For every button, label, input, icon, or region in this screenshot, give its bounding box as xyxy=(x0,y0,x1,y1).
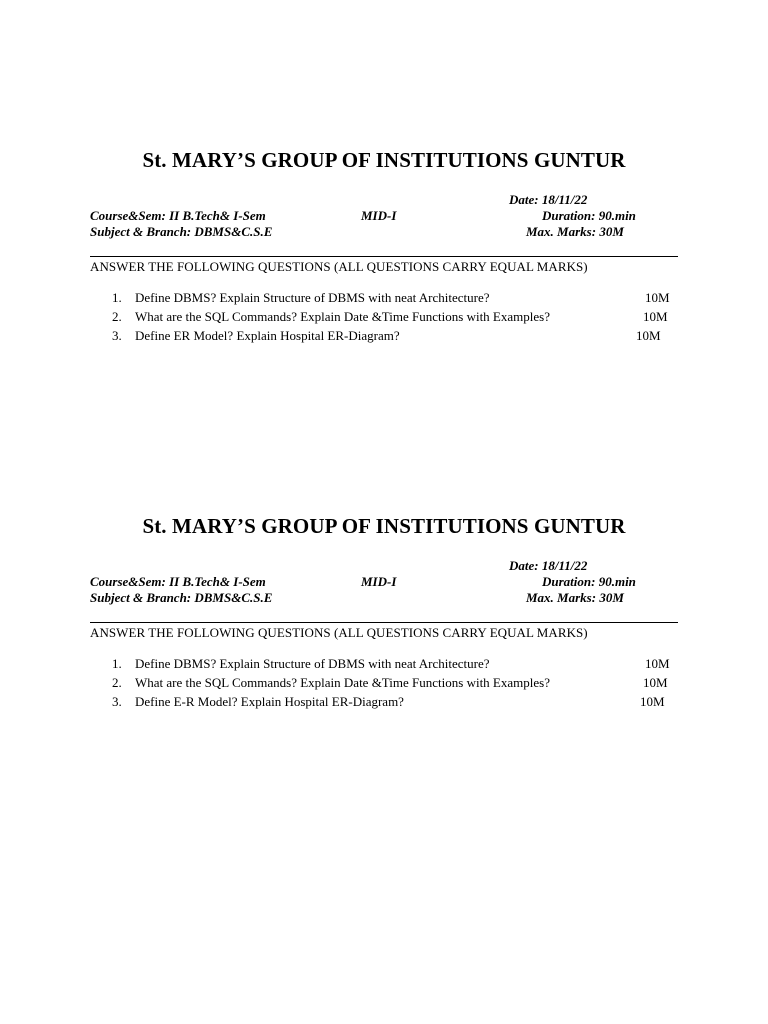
question-marks: 10M xyxy=(636,328,661,343)
course-semester: Course&Sem: II B.Tech& I-Sem xyxy=(90,574,266,589)
question-number: 1. xyxy=(112,290,122,305)
subject-branch: Subject & Branch: DBMS&C.S.E xyxy=(90,224,273,239)
institution-title: St. MARY’S GROUP OF INSTITUTIONS GUNTUR xyxy=(142,148,626,172)
subject-branch: Subject & Branch: DBMS&C.S.E xyxy=(90,590,273,605)
question-marks: 10M xyxy=(640,694,665,709)
question-text: What are the SQL Commands? Explain Date &Time Functions with Examples? xyxy=(135,309,550,324)
question-number: 3. xyxy=(112,328,122,343)
institution-title: St. MARY’S GROUP OF INSTITUTIONS GUNTUR xyxy=(142,514,626,538)
course-semester: Course&Sem: II B.Tech& I-Sem xyxy=(90,208,266,223)
divider-line xyxy=(90,622,678,623)
exam-date: Date: 18/11/22 xyxy=(509,192,588,207)
exam-name: MID-I xyxy=(361,574,397,589)
exam-duration: Duration: 90.min xyxy=(542,574,636,589)
question-text: Define DBMS? Explain Structure of DBMS with neat Architecture? xyxy=(135,290,490,305)
max-marks: Max. Marks: 30M xyxy=(526,224,624,239)
question-marks: 10M xyxy=(643,675,668,690)
question-text: Define E-R Model? Explain Hospital ER-Diagram? xyxy=(135,694,404,709)
instructions: ANSWER THE FOLLOWING QUESTIONS (ALL QUESTIONS CARRY EQUAL MARKS) xyxy=(90,259,588,274)
question-text: Define ER Model? Explain Hospital ER-Diagram? xyxy=(135,328,400,343)
exam-date: Date: 18/11/22 xyxy=(509,558,588,573)
question-number: 2. xyxy=(112,309,122,324)
exam-duration: Duration: 90.min xyxy=(542,208,636,223)
question-marks: 10M xyxy=(645,290,670,305)
max-marks: Max. Marks: 30M xyxy=(526,590,624,605)
question-text: Define DBMS? Explain Structure of DBMS with neat Architecture? xyxy=(135,656,490,671)
question-number: 1. xyxy=(112,656,122,671)
exam-name: MID-I xyxy=(361,208,397,223)
question-marks: 10M xyxy=(643,309,668,324)
question-number: 3. xyxy=(112,694,122,709)
question-paper-1 xyxy=(0,0,768,360)
question-paper-2 xyxy=(0,366,768,726)
question-number: 2. xyxy=(112,675,122,690)
question-text: What are the SQL Commands? Explain Date &Time Functions with Examples? xyxy=(135,675,550,690)
divider-line xyxy=(90,256,678,257)
question-marks: 10M xyxy=(645,656,670,671)
instructions: ANSWER THE FOLLOWING QUESTIONS (ALL QUESTIONS CARRY EQUAL MARKS) xyxy=(90,625,588,640)
